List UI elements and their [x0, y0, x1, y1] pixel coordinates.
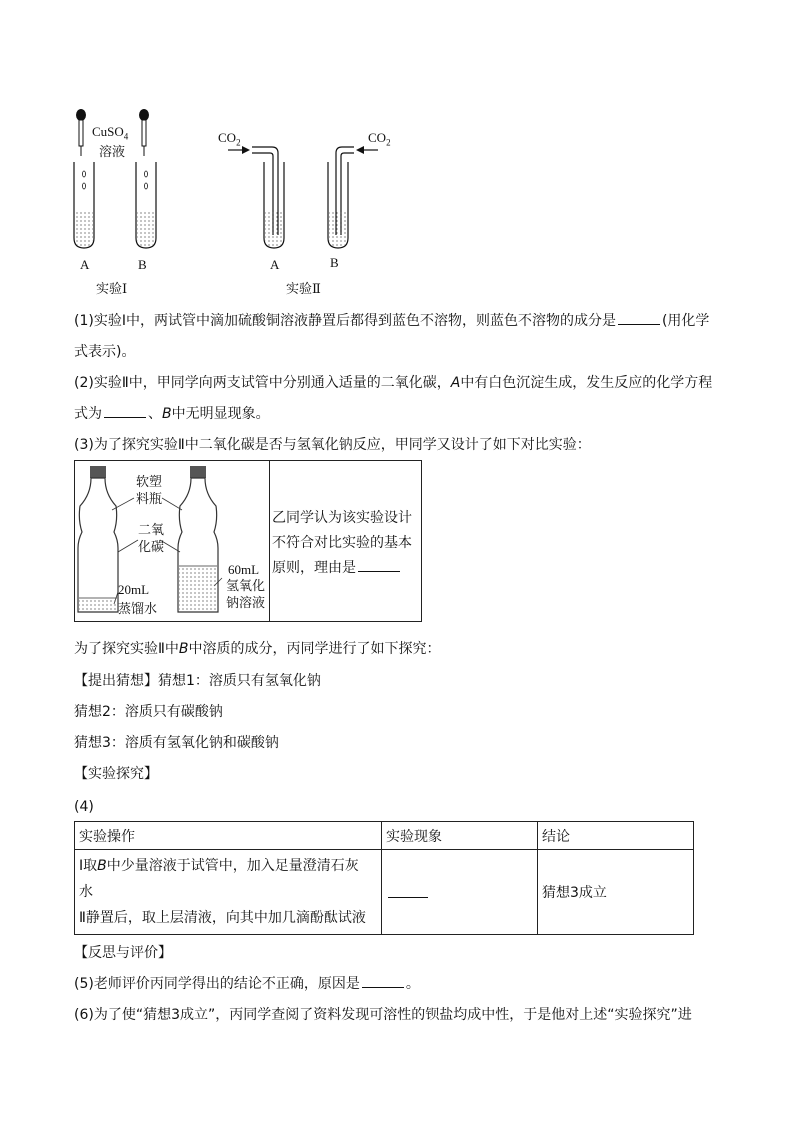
dropper-icon — [139, 109, 149, 156]
question-3-intro: (3)为了探究实验Ⅱ中二氧化碳是否与氢氧化钠反应，甲同学又设计了如下对比实验： — [74, 437, 591, 453]
question-5: (5)老师评价丙同学得出的结论不正确，原因是 。 — [74, 973, 724, 995]
tube-b-label: B — [330, 255, 339, 270]
gas-label: 二氧 化碳 — [138, 523, 165, 555]
figure-caption-exp2: 实验Ⅱ — [286, 281, 321, 296]
hypothesis-2: 猜想2：溶质只有碳酸钠 — [74, 704, 223, 720]
test-tube-b-exp2 — [328, 146, 378, 248]
header-operation: 实验操作 — [75, 822, 382, 850]
hypothesis-1: 【提出猜想】猜想1：溶质只有氢氧化钠 — [74, 673, 321, 689]
experiment-table — [74, 821, 694, 935]
question-2-line2: 式为 、B中无明显现象。 — [74, 403, 724, 425]
tube-a-label: A — [270, 257, 280, 272]
bottle-icon — [178, 466, 218, 612]
reagent-label: CuSO$_4$ — [92, 124, 129, 142]
bottle-label: 软塑 料瓶 — [136, 475, 163, 507]
bottle-icon — [78, 466, 118, 612]
answer-blank[interactable] — [362, 973, 404, 988]
reflection-heading: 【反思与评价】 — [74, 945, 172, 961]
test-tube-a-exp1 — [74, 162, 94, 248]
tube-a-label: A — [80, 257, 90, 272]
reagent-label-line2: 溶液 — [99, 144, 126, 159]
table-header-row — [75, 822, 694, 850]
answer-blank[interactable] — [388, 883, 428, 898]
water-label: 蒸馏水 — [118, 602, 158, 617]
test-tube-b-exp1 — [136, 162, 156, 248]
naoh-volume-label: 60mL — [228, 562, 260, 577]
question-1-line2: 式表示)。 — [74, 344, 136, 360]
test-tube-a-exp2 — [228, 146, 284, 248]
gas-label-right: $CO_2$ — [368, 130, 391, 148]
comparison-reason-text: 乙同学认为该实验设计 不符合对比实验的基本 原则，理由是 — [272, 510, 412, 576]
header-conclusion: 结论 — [538, 822, 694, 850]
question-1: (1)实验Ⅰ中，两试管中滴加硫酸铜溶液静置后都得到蓝色不溶物，则蓝色不溶物的成分是 (用化学 — [74, 310, 724, 332]
water-volume-label: 20mL — [118, 582, 150, 597]
header-phenomenon: 实验现象 — [382, 822, 538, 850]
question-4-label: (4) — [74, 799, 94, 815]
conclusion-cell: 猜想3成立 — [538, 850, 694, 935]
answer-blank[interactable] — [618, 310, 660, 325]
question-6: (6)为了使“猜想3成立”，丙同学查阅了资料发现可溶性的钡盐均成中性，于是他对上述“实验探究”进 — [74, 1007, 692, 1023]
question-2: (2)实验Ⅱ中，甲同学向两支试管中分别通入适量的二氧化碳，A中有白色沉淀生成，发生反应的化学方程 — [74, 375, 713, 391]
phenomenon-cell — [382, 850, 538, 935]
table-row — [75, 850, 694, 935]
answer-blank[interactable] — [358, 557, 400, 572]
tube-b-label: B — [138, 257, 147, 272]
answer-blank[interactable] — [104, 403, 146, 418]
operation-cell: Ⅰ取B中少量溶液于试管中，加入足量澄清石灰 水 Ⅱ静置后，取上层清液，向其中加几滴酚酞试液 — [75, 850, 382, 935]
explore-intro: 为了探究实验Ⅱ中B中溶质的成分，丙同学进行了如下探究： — [74, 641, 441, 657]
naoh-label: 氢氧化 钠溶液 — [226, 579, 266, 611]
experiment-heading: 【实验探究】 — [74, 766, 158, 782]
hypothesis-3: 猜想3：溶质有氢氧化钠和碳酸钠 — [74, 735, 279, 751]
gas-label-left: $CO_2$ — [218, 130, 241, 148]
figure-caption-exp1: 实验Ⅰ — [96, 281, 128, 296]
dropper-icon — [76, 109, 86, 156]
